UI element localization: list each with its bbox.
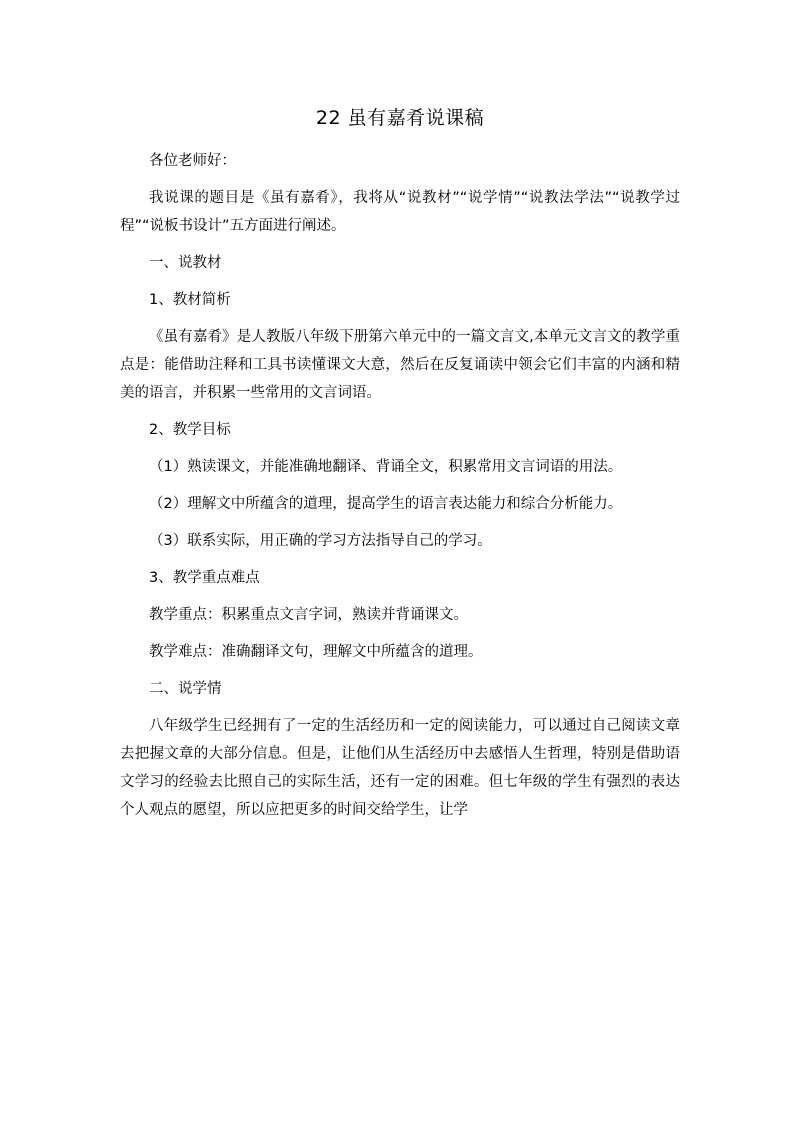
document-title: 22 虽有嘉肴说课稿 <box>315 107 485 129</box>
students-analysis-paragraph: 八年级学生已经拥有了一定的生活经历和一定的阅读能力，可以通过自己阅读文章去把握文章的大部分信息。但是，让他们从生活经历中去感悟人生哲理，特别是借助语文学习的经验去比照自己的实际生活，还有一定的困难。但七年级的学生有强烈的表达个人观点的愿望，所以应把更多的时间交给学生，让学 <box>120 718 680 818</box>
greeting: 各位老师好： <box>149 153 236 169</box>
section-heading-students: 二、说学情 <box>149 681 222 697</box>
textbook-analysis-paragraph: 《虽有嘉肴》是人教版八年级下册第六单元中的一篇文言文,本单元文言文的教学重点是：能借助注释和工具书读懂课文大意，然后在反复诵读中领会它们丰富的内涵和精美的语言，并积累一些常用的文言词语。 <box>120 329 680 401</box>
goal-item-2: （2）理解文中所蕴含的道理，提高学生的语言表达能力和综合分析能力。 <box>149 496 623 512</box>
difficult-point: 教学难点：准确翻译文句，理解文中所蕴含的道理。 <box>149 644 483 660</box>
subheading-key-points: 3、教学重点难点 <box>149 570 260 586</box>
goal-item-3: （3）联系实际，用正确的学习方法指导自己的学习。 <box>149 533 492 549</box>
document-body <box>120 103 680 833</box>
section-heading-textbook: 一、说教材 <box>149 255 222 271</box>
intro-paragraph: 我说课的题目是《虽有嘉肴》，我将从“说教材”“说学情”“说教法学法”“说教学过程”“说板书设计”五方面进行阐述。 <box>120 190 680 234</box>
subheading-teaching-goals: 2、教学目标 <box>149 422 231 438</box>
goal-item-1: （1）熟读课文，并能准确地翻译、背诵全文，积累常用文言词语的用法。 <box>149 459 623 475</box>
key-point: 教学重点：积累重点文言字词，熟读并背诵课文。 <box>149 607 468 623</box>
subheading-textbook-analysis: 1、教材简析 <box>149 292 231 308</box>
